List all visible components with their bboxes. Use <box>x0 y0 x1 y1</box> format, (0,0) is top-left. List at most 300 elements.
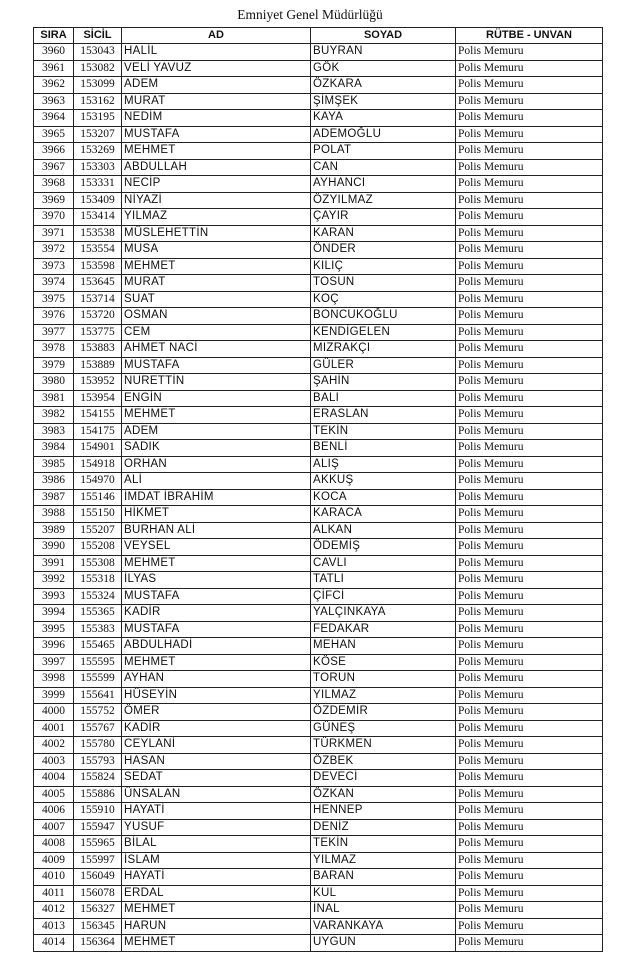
cell-sira: 4005 <box>34 786 74 803</box>
cell-ad: OSMAN <box>122 308 311 325</box>
cell-sicil: 153714 <box>74 291 122 308</box>
cell-soyad: CAN <box>311 159 456 176</box>
cell-sicil: 156078 <box>74 885 122 902</box>
cell-rutbe: Polis Memuru <box>456 357 603 374</box>
cell-sicil: 155599 <box>74 671 122 688</box>
cell-rutbe: Polis Memuru <box>456 539 603 556</box>
table-row <box>34 753 603 770</box>
cell-ad: HAYATİ <box>122 869 311 886</box>
cell-sira: 3995 <box>34 621 74 638</box>
cell-rutbe: Polis Memuru <box>456 110 603 127</box>
table-row <box>34 374 603 391</box>
cell-sira: 3986 <box>34 473 74 490</box>
table-row <box>34 407 603 424</box>
table-row <box>34 440 603 457</box>
cell-sira: 3974 <box>34 275 74 292</box>
table-row <box>34 341 603 358</box>
cell-sira: 4013 <box>34 918 74 935</box>
cell-sicil: 153303 <box>74 159 122 176</box>
table-row <box>34 572 603 589</box>
cell-ad: ABDULLAH <box>122 159 311 176</box>
cell-ad: HÜSEYİN <box>122 687 311 704</box>
cell-sira: 3987 <box>34 489 74 506</box>
cell-soyad: DENİZ <box>311 819 456 836</box>
cell-soyad: KILIÇ <box>311 258 456 275</box>
cell-sicil: 155965 <box>74 836 122 853</box>
cell-rutbe: Polis Memuru <box>456 621 603 638</box>
cell-soyad: TÜRKMEN <box>311 737 456 754</box>
cell-soyad: CAVLI <box>311 555 456 572</box>
cell-ad: NEDİM <box>122 110 311 127</box>
cell-rutbe: Polis Memuru <box>456 473 603 490</box>
cell-soyad: KÖSE <box>311 654 456 671</box>
cell-sira: 3966 <box>34 143 74 160</box>
cell-rutbe: Polis Memuru <box>456 423 603 440</box>
cell-rutbe: Polis Memuru <box>456 60 603 77</box>
cell-soyad: ÖDEMİŞ <box>311 539 456 556</box>
table-row <box>34 390 603 407</box>
table-row <box>34 225 603 242</box>
cell-ad: NİYAZİ <box>122 192 311 209</box>
cell-rutbe: Polis Memuru <box>456 720 603 737</box>
cell-soyad: MEHAN <box>311 638 456 655</box>
cell-rutbe: Polis Memuru <box>456 407 603 424</box>
cell-rutbe: Polis Memuru <box>456 770 603 787</box>
cell-rutbe: Polis Memuru <box>456 324 603 341</box>
cell-soyad: DEVECİ <box>311 770 456 787</box>
cell-sira: 3964 <box>34 110 74 127</box>
cell-sira: 4002 <box>34 737 74 754</box>
cell-ad: ABDULHADİ <box>122 638 311 655</box>
cell-sira: 3989 <box>34 522 74 539</box>
cell-sira: 3978 <box>34 341 74 358</box>
cell-rutbe: Polis Memuru <box>456 126 603 143</box>
cell-sira: 3994 <box>34 605 74 622</box>
cell-sicil: 153082 <box>74 60 122 77</box>
cell-sira: 3975 <box>34 291 74 308</box>
cell-sira: 3963 <box>34 93 74 110</box>
cell-sicil: 153331 <box>74 176 122 193</box>
cell-ad: CEM <box>122 324 311 341</box>
cell-soyad: TATLI <box>311 572 456 589</box>
cell-sicil: 153195 <box>74 110 122 127</box>
cell-sira: 3965 <box>34 126 74 143</box>
table-row <box>34 687 603 704</box>
cell-sira: 4010 <box>34 869 74 886</box>
cell-sira: 3971 <box>34 225 74 242</box>
cell-soyad: YILMAZ <box>311 687 456 704</box>
cell-ad: YUSUF <box>122 819 311 836</box>
table-row <box>34 786 603 803</box>
cell-ad: MUSTAFA <box>122 357 311 374</box>
cell-rutbe: Polis Memuru <box>456 885 603 902</box>
cell-sicil: 154901 <box>74 440 122 457</box>
cell-rutbe: Polis Memuru <box>456 225 603 242</box>
header-sicil: SİCİL <box>74 28 122 44</box>
cell-soyad: İNAL <box>311 902 456 919</box>
cell-sicil: 153775 <box>74 324 122 341</box>
cell-sira: 3985 <box>34 456 74 473</box>
cell-sicil: 153554 <box>74 242 122 259</box>
cell-sira: 3980 <box>34 374 74 391</box>
cell-sira: 4011 <box>34 885 74 902</box>
table-row <box>34 770 603 787</box>
table-row <box>34 489 603 506</box>
cell-sira: 3990 <box>34 539 74 556</box>
cell-rutbe: Polis Memuru <box>456 176 603 193</box>
cell-ad: ERDAL <box>122 885 311 902</box>
cell-soyad: FEDAKAR <box>311 621 456 638</box>
cell-rutbe: Polis Memuru <box>456 522 603 539</box>
cell-ad: YILMAZ <box>122 209 311 226</box>
cell-sicil: 153099 <box>74 77 122 94</box>
table-row <box>34 621 603 638</box>
cell-sira: 3962 <box>34 77 74 94</box>
cell-sira: 3999 <box>34 687 74 704</box>
cell-sicil: 153043 <box>74 44 122 61</box>
cell-ad: MEHMET <box>122 902 311 919</box>
cell-ad: MEHMET <box>122 143 311 160</box>
cell-ad: AHMET NACİ <box>122 341 311 358</box>
cell-rutbe: Polis Memuru <box>456 77 603 94</box>
cell-sicil: 156364 <box>74 935 122 952</box>
table-row <box>34 720 603 737</box>
cell-soyad: HENNEP <box>311 803 456 820</box>
table-row <box>34 456 603 473</box>
table-row <box>34 308 603 325</box>
cell-soyad: YALÇINKAYA <box>311 605 456 622</box>
cell-rutbe: Polis Memuru <box>456 555 603 572</box>
cell-sicil: 156049 <box>74 869 122 886</box>
cell-sicil: 153538 <box>74 225 122 242</box>
cell-sira: 3996 <box>34 638 74 655</box>
cell-rutbe: Polis Memuru <box>456 489 603 506</box>
table-row <box>34 539 603 556</box>
cell-sicil: 153883 <box>74 341 122 358</box>
header-sira: SIRA <box>34 28 74 44</box>
table-row <box>34 819 603 836</box>
cell-sira: 4012 <box>34 902 74 919</box>
cell-sira: 3988 <box>34 506 74 523</box>
page-title: Emniyet Genel Müdürlüğü <box>237 7 383 22</box>
cell-sira: 3998 <box>34 671 74 688</box>
table-row <box>34 638 603 655</box>
cell-soyad: ÇAYIR <box>311 209 456 226</box>
cell-sira: 3961 <box>34 60 74 77</box>
cell-sicil: 155752 <box>74 704 122 721</box>
cell-sira: 3992 <box>34 572 74 589</box>
cell-soyad: ALKAN <box>311 522 456 539</box>
cell-soyad: AYHANCI <box>311 176 456 193</box>
cell-ad: İMDAT İBRAHİM <box>122 489 311 506</box>
cell-sira: 3968 <box>34 176 74 193</box>
cell-sira: 3960 <box>34 44 74 61</box>
cell-soyad: KOCA <box>311 489 456 506</box>
cell-sicil: 155383 <box>74 621 122 638</box>
cell-sicil: 153409 <box>74 192 122 209</box>
header-row <box>34 28 603 44</box>
cell-sicil: 155824 <box>74 770 122 787</box>
cell-sira: 4007 <box>34 819 74 836</box>
cell-soyad: ÖZKARA <box>311 77 456 94</box>
cell-soyad: KENDİGELEN <box>311 324 456 341</box>
cell-rutbe: Polis Memuru <box>456 44 603 61</box>
table-row <box>34 836 603 853</box>
cell-ad: SADIK <box>122 440 311 457</box>
cell-sicil: 155465 <box>74 638 122 655</box>
table-row <box>34 143 603 160</box>
cell-rutbe: Polis Memuru <box>456 687 603 704</box>
table-row <box>34 473 603 490</box>
cell-sira: 3981 <box>34 390 74 407</box>
table-row <box>34 869 603 886</box>
cell-soyad: ÖZKAN <box>311 786 456 803</box>
cell-soyad: TORUN <box>311 671 456 688</box>
cell-soyad: KOÇ <box>311 291 456 308</box>
cell-sicil: 153645 <box>74 275 122 292</box>
cell-sira: 3997 <box>34 654 74 671</box>
cell-rutbe: Polis Memuru <box>456 143 603 160</box>
cell-sicil: 155146 <box>74 489 122 506</box>
cell-soyad: TEKİN <box>311 423 456 440</box>
table-row <box>34 918 603 935</box>
cell-rutbe: Polis Memuru <box>456 341 603 358</box>
cell-ad: MURAT <box>122 275 311 292</box>
cell-sira: 3977 <box>34 324 74 341</box>
cell-ad: HİKMET <box>122 506 311 523</box>
cell-sira: 3991 <box>34 555 74 572</box>
cell-rutbe: Polis Memuru <box>456 242 603 259</box>
cell-sira: 3972 <box>34 242 74 259</box>
cell-soyad: ALIŞ <box>311 456 456 473</box>
cell-ad: ADEM <box>122 423 311 440</box>
table-row <box>34 671 603 688</box>
cell-soyad: MIZRAKÇI <box>311 341 456 358</box>
table-row <box>34 176 603 193</box>
table-row <box>34 93 603 110</box>
cell-rutbe: Polis Memuru <box>456 588 603 605</box>
cell-soyad: BONCUKOĞLU <box>311 308 456 325</box>
cell-ad: BURHAN ALİ <box>122 522 311 539</box>
table-row <box>34 704 603 721</box>
cell-sicil: 154155 <box>74 407 122 424</box>
table-row <box>34 885 603 902</box>
cell-soyad: AKKUŞ <box>311 473 456 490</box>
cell-ad: HASAN <box>122 753 311 770</box>
cell-sira: 3993 <box>34 588 74 605</box>
cell-ad: SUAT <box>122 291 311 308</box>
cell-ad: KADİR <box>122 720 311 737</box>
cell-sira: 3983 <box>34 423 74 440</box>
cell-sira: 3979 <box>34 357 74 374</box>
table-row <box>34 902 603 919</box>
cell-soyad: BUYRAN <box>311 44 456 61</box>
table-row <box>34 258 603 275</box>
cell-soyad: ÇİFCİ <box>311 588 456 605</box>
cell-ad: HAYATİ <box>122 803 311 820</box>
table-row <box>34 77 603 94</box>
cell-ad: MURAT <box>122 93 311 110</box>
cell-ad: MEHMET <box>122 407 311 424</box>
cell-sicil: 153162 <box>74 93 122 110</box>
cell-sira: 4009 <box>34 852 74 869</box>
cell-rutbe: Polis Memuru <box>456 605 603 622</box>
cell-ad: MEHMET <box>122 555 311 572</box>
cell-ad: ALİ <box>122 473 311 490</box>
cell-ad: ÖMER <box>122 704 311 721</box>
cell-soyad: ŞAHİN <box>311 374 456 391</box>
cell-sicil: 156345 <box>74 918 122 935</box>
cell-sira: 3984 <box>34 440 74 457</box>
cell-soyad: KARACA <box>311 506 456 523</box>
cell-soyad: ÖZYILMAZ <box>311 192 456 209</box>
cell-rutbe: Polis Memuru <box>456 93 603 110</box>
cell-sicil: 153720 <box>74 308 122 325</box>
cell-sira: 3976 <box>34 308 74 325</box>
cell-soyad: ÖZDEMİR <box>311 704 456 721</box>
cell-ad: BİLAL <box>122 836 311 853</box>
cell-rutbe: Polis Memuru <box>456 390 603 407</box>
cell-soyad: TOSUN <box>311 275 456 292</box>
cell-rutbe: Polis Memuru <box>456 275 603 292</box>
table-row <box>34 555 603 572</box>
table-row <box>34 654 603 671</box>
cell-soyad: BENLİ <box>311 440 456 457</box>
header-soyad: SOYAD <box>311 28 456 44</box>
cell-sicil: 155947 <box>74 819 122 836</box>
cell-ad: NURETTİN <box>122 374 311 391</box>
personnel-table <box>33 27 603 952</box>
cell-rutbe: Polis Memuru <box>456 654 603 671</box>
cell-rutbe: Polis Memuru <box>456 291 603 308</box>
cell-ad: VEYSEL <box>122 539 311 556</box>
table-row <box>34 44 603 61</box>
cell-soyad: UYGUN <box>311 935 456 952</box>
table-row <box>34 588 603 605</box>
cell-rutbe: Polis Memuru <box>456 836 603 853</box>
table-row <box>34 506 603 523</box>
cell-soyad: YILMAZ <box>311 852 456 869</box>
cell-soyad: GÖK <box>311 60 456 77</box>
cell-rutbe: Polis Memuru <box>456 638 603 655</box>
cell-soyad: ADEMOĞLU <box>311 126 456 143</box>
cell-sicil: 155997 <box>74 852 122 869</box>
cell-ad: MUSTAFA <box>122 588 311 605</box>
cell-rutbe: Polis Memuru <box>456 456 603 473</box>
cell-sicil: 154175 <box>74 423 122 440</box>
cell-sira: 4000 <box>34 704 74 721</box>
cell-rutbe: Polis Memuru <box>456 704 603 721</box>
cell-rutbe: Polis Memuru <box>456 440 603 457</box>
cell-soyad: KARAN <box>311 225 456 242</box>
cell-sira: 4004 <box>34 770 74 787</box>
cell-ad: MEHMET <box>122 935 311 952</box>
table-row <box>34 423 603 440</box>
cell-sicil: 155318 <box>74 572 122 589</box>
cell-soyad: GÜNEŞ <box>311 720 456 737</box>
cell-sicil: 153414 <box>74 209 122 226</box>
cell-ad: NECİP <box>122 176 311 193</box>
cell-rutbe: Polis Memuru <box>456 819 603 836</box>
cell-soyad: ÖZBEK <box>311 753 456 770</box>
cell-sira: 3967 <box>34 159 74 176</box>
cell-ad: KADİR <box>122 605 311 622</box>
cell-rutbe: Polis Memuru <box>456 159 603 176</box>
cell-ad: HALİL <box>122 44 311 61</box>
table-row <box>34 291 603 308</box>
cell-ad: AYHAN <box>122 671 311 688</box>
table-row <box>34 159 603 176</box>
cell-ad: MUSA <box>122 242 311 259</box>
cell-ad: İSLAM <box>122 852 311 869</box>
header-ad: AD <box>122 28 311 44</box>
header-rutbe: RÜTBE - UNVAN <box>456 28 603 44</box>
cell-soyad: ÖNDER <box>311 242 456 259</box>
table-row <box>34 803 603 820</box>
cell-rutbe: Polis Memuru <box>456 572 603 589</box>
cell-rutbe: Polis Memuru <box>456 374 603 391</box>
cell-sicil: 155150 <box>74 506 122 523</box>
cell-sira: 4003 <box>34 753 74 770</box>
cell-ad: ÜNSALAN <box>122 786 311 803</box>
cell-sira: 4014 <box>34 935 74 952</box>
cell-rutbe: Polis Memuru <box>456 506 603 523</box>
table-row <box>34 852 603 869</box>
cell-soyad: POLAT <box>311 143 456 160</box>
cell-sira: 3973 <box>34 258 74 275</box>
table-row <box>34 60 603 77</box>
cell-sicil: 153954 <box>74 390 122 407</box>
cell-rutbe: Polis Memuru <box>456 902 603 919</box>
cell-sicil: 155793 <box>74 753 122 770</box>
cell-ad: HARUN <box>122 918 311 935</box>
cell-rutbe: Polis Memuru <box>456 803 603 820</box>
table-row <box>34 357 603 374</box>
cell-sicil: 155767 <box>74 720 122 737</box>
cell-rutbe: Polis Memuru <box>456 869 603 886</box>
cell-ad: İLYAS <box>122 572 311 589</box>
cell-rutbe: Polis Memuru <box>456 918 603 935</box>
cell-sicil: 155595 <box>74 654 122 671</box>
cell-rutbe: Polis Memuru <box>456 786 603 803</box>
cell-soyad: BALI <box>311 390 456 407</box>
cell-soyad: KUL <box>311 885 456 902</box>
table-row <box>34 242 603 259</box>
table-row <box>34 275 603 292</box>
cell-rutbe: Polis Memuru <box>456 209 603 226</box>
cell-sicil: 153207 <box>74 126 122 143</box>
cell-ad: MUSTAFA <box>122 621 311 638</box>
cell-ad: MUSTAFA <box>122 126 311 143</box>
cell-ad: ADEM <box>122 77 311 94</box>
cell-ad: VELİ YAVUZ <box>122 60 311 77</box>
cell-ad: MÜSLEHETTİN <box>122 225 311 242</box>
cell-ad: ORHAN <box>122 456 311 473</box>
cell-sira: 3970 <box>34 209 74 226</box>
cell-sicil: 153269 <box>74 143 122 160</box>
table-row <box>34 110 603 127</box>
table-row <box>34 605 603 622</box>
cell-soyad: KAYA <box>311 110 456 127</box>
cell-sicil: 155780 <box>74 737 122 754</box>
cell-rutbe: Polis Memuru <box>456 258 603 275</box>
table-row <box>34 192 603 209</box>
cell-sira: 3982 <box>34 407 74 424</box>
cell-soyad: BARAN <box>311 869 456 886</box>
cell-ad: MEHMET <box>122 258 311 275</box>
cell-sicil: 155308 <box>74 555 122 572</box>
cell-ad: MEHMET <box>122 654 311 671</box>
